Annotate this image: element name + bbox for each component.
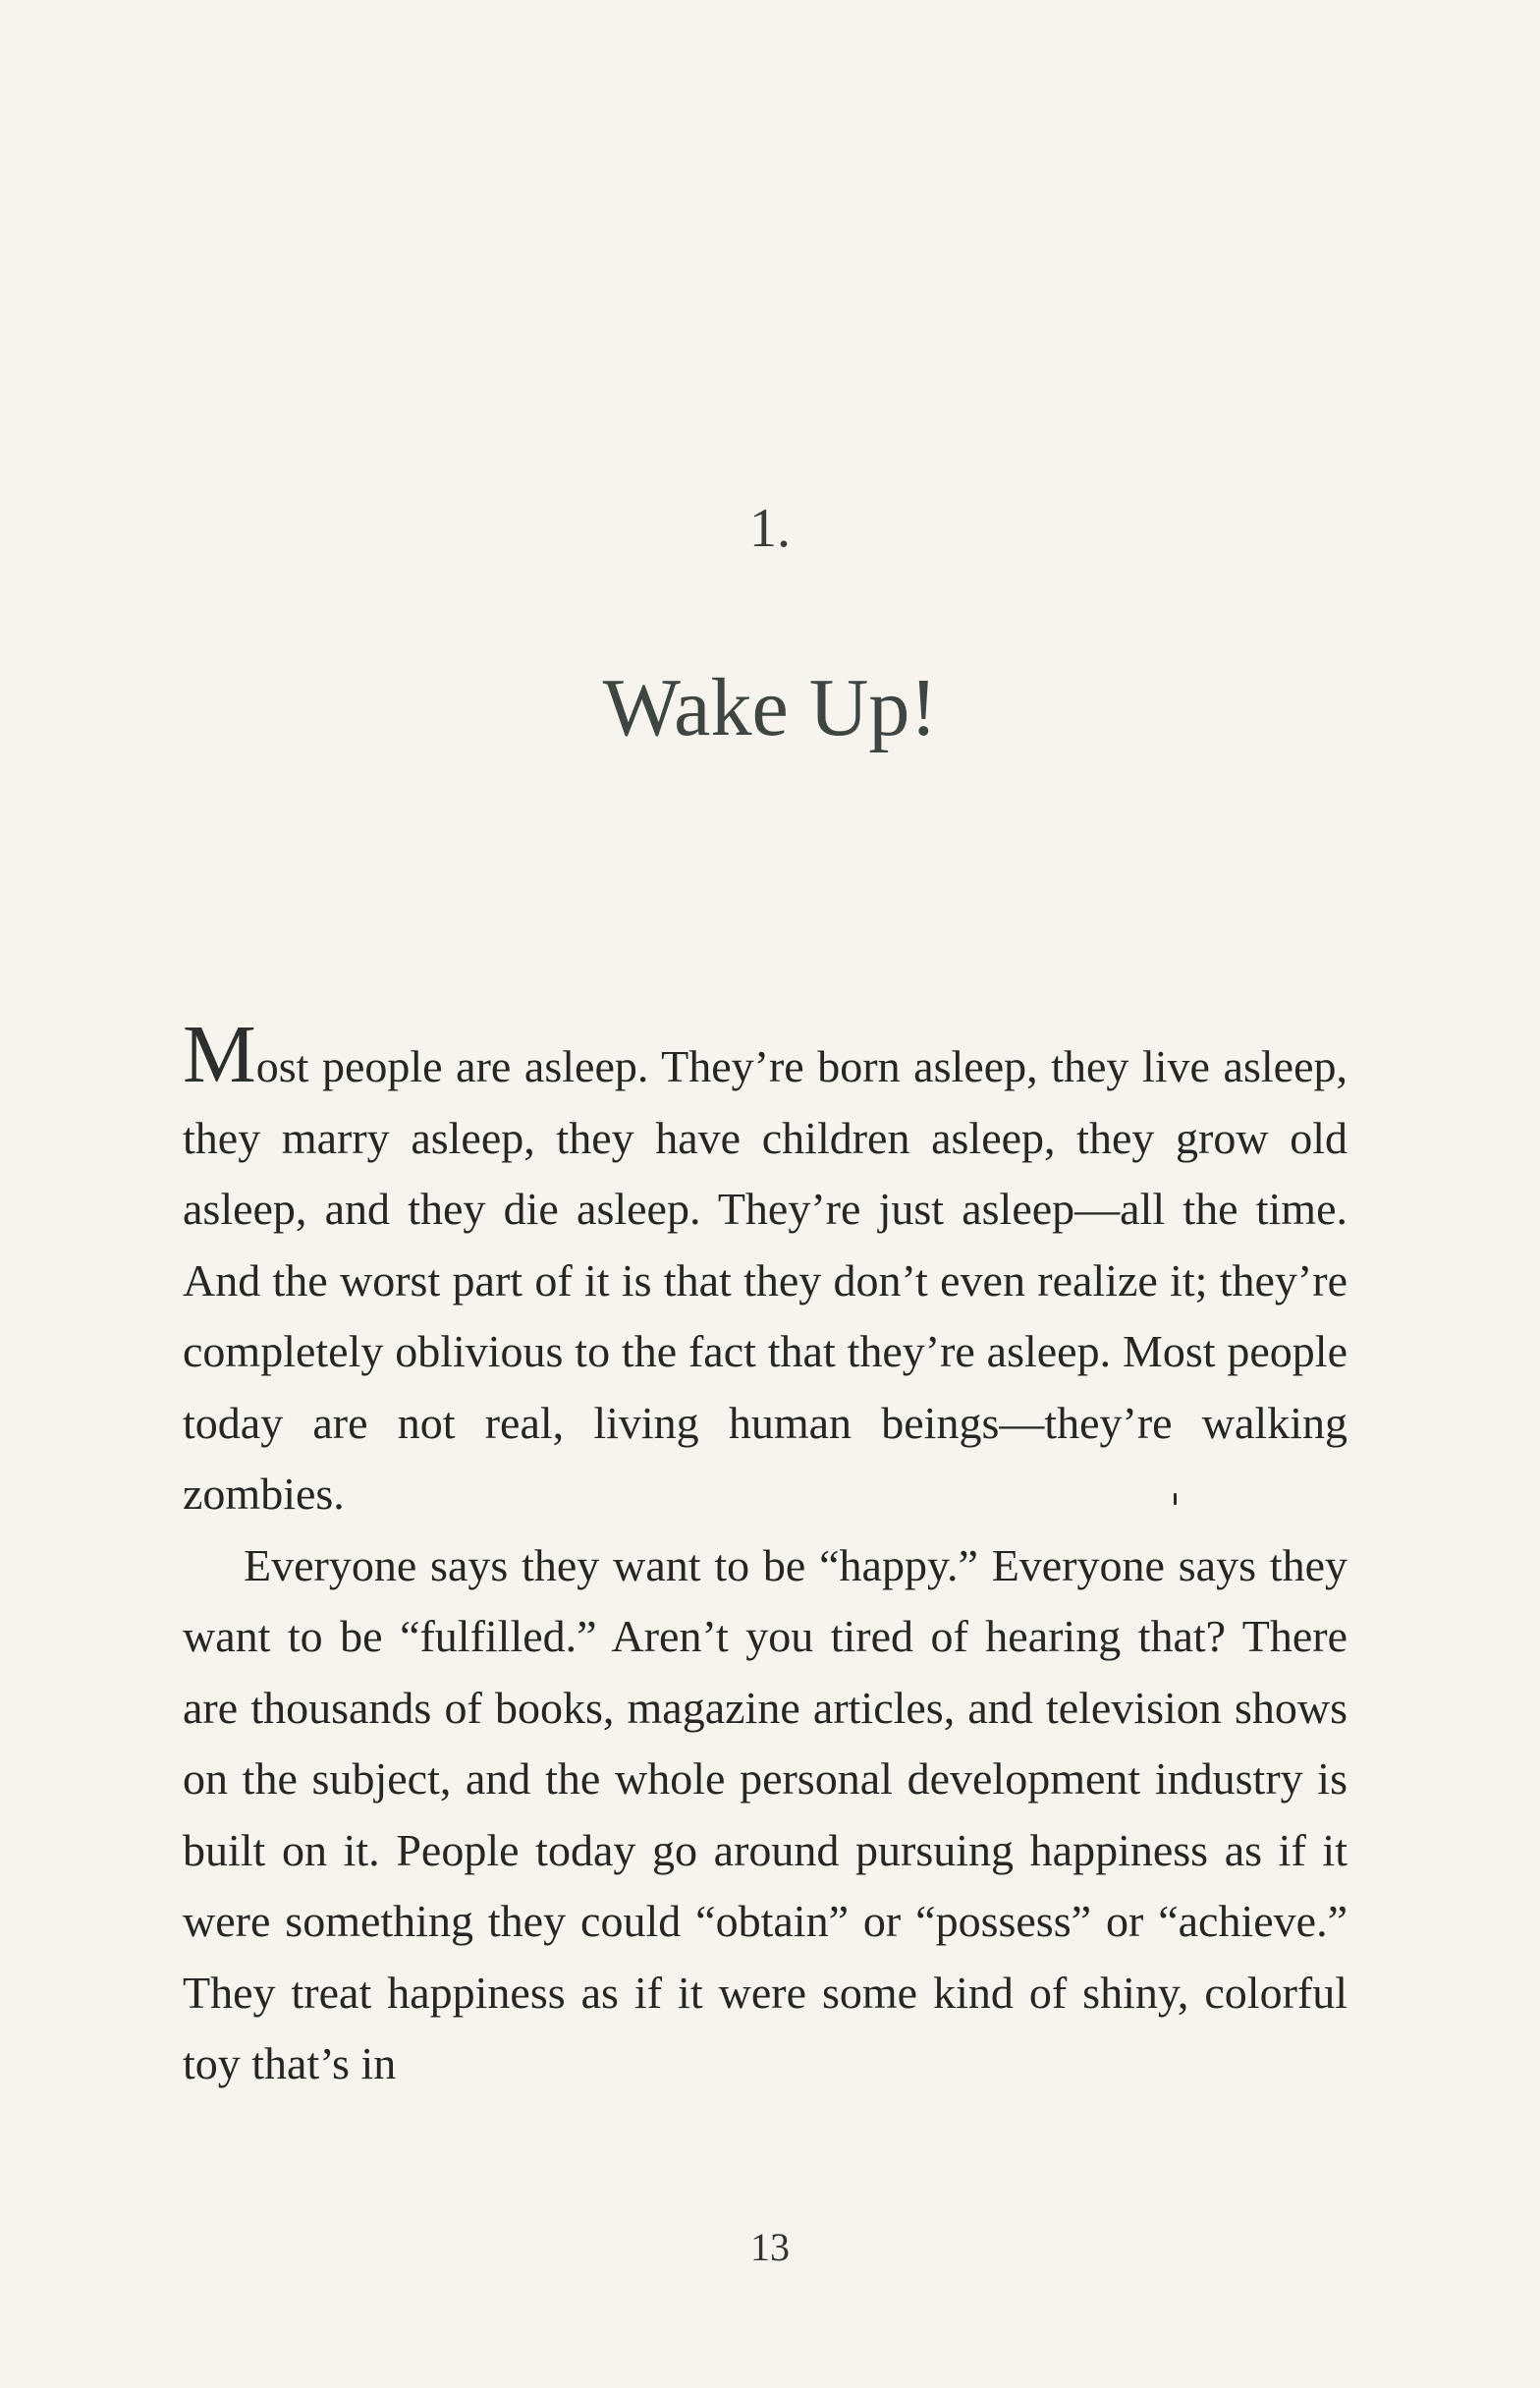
paragraph-1 — [183, 1009, 1348, 1530]
chapter-title: Wake Up! — [602, 662, 938, 753]
body-text — [183, 1009, 1348, 2100]
page-number: 13 — [750, 2225, 790, 2269]
paragraph-1-text: ost people are asleep. They’re born asleep, they live asleep, they marry asleep, they have children asleep, they grow old asleep, and they die asleep. They’re just asleep—all the time. And the worst part of it is that they don’t even realize it; they’re completely oblivious to the fact that they’re asleep. Most people today are not real, living human beings—they’re walking zombies. — [183, 1041, 1348, 1519]
chapter-number: 1. — [749, 498, 791, 559]
paragraph-2: Everyone says they want to be “happy.” Everyone says they want to be “fulfilled.” Aren’t you tired of hearing that? There are thousands of books, magazine articles, and television shows on the subject, and the whole personal development industry is built on it. People today go around pursuing happiness as if it were something they could “obtain” or “possess” or “achieve.” They treat happiness as if it were some kind of shiny, colorful toy that’s in — [183, 1539, 1348, 2088]
print-speck — [1174, 1493, 1177, 1505]
drop-cap: M — [183, 1009, 256, 1100]
